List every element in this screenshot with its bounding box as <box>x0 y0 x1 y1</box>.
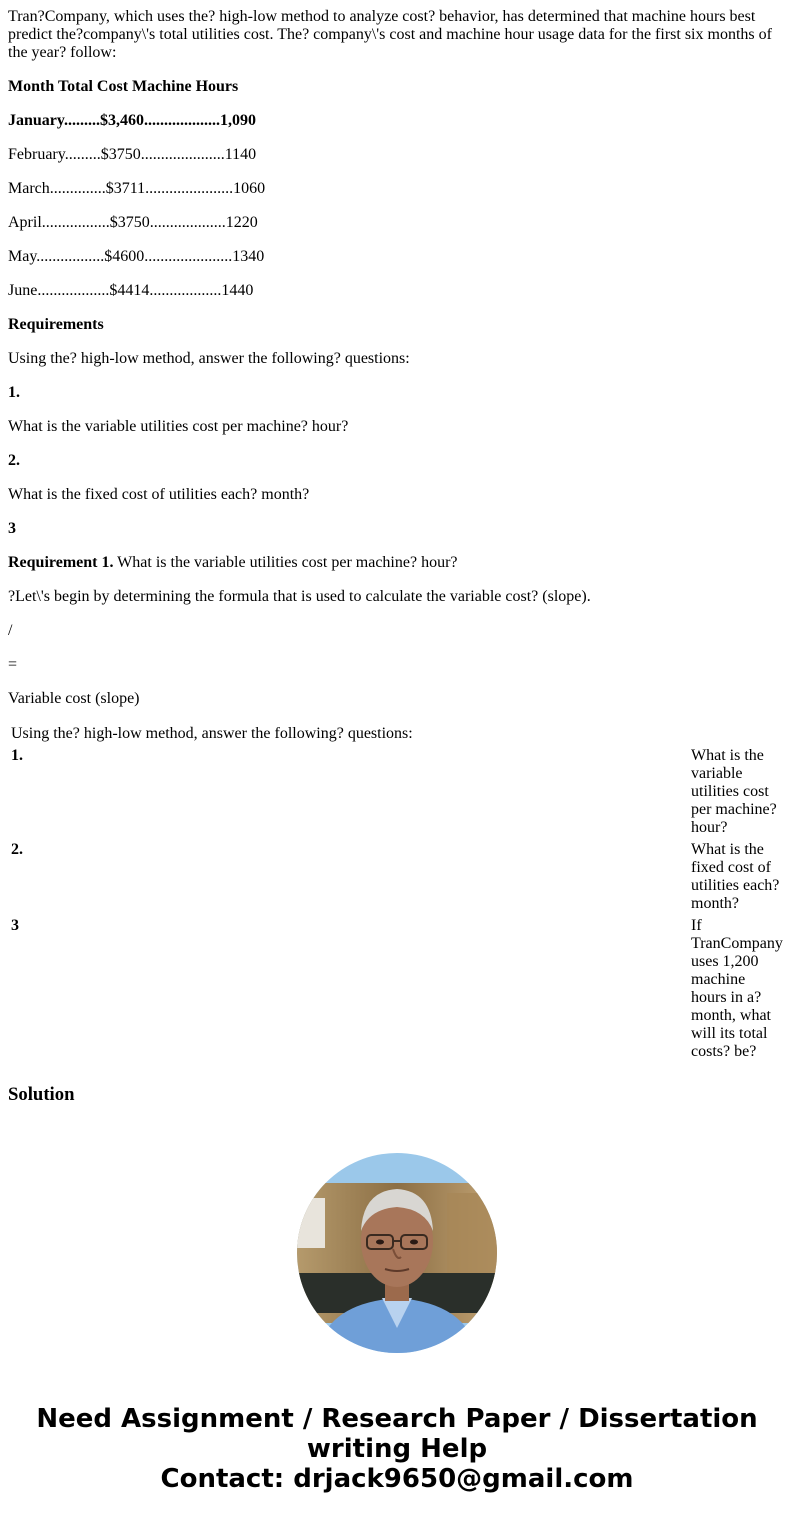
table-row <box>10 840 784 914</box>
variable-cost-label: Variable cost (slope) <box>8 690 140 707</box>
table-row <box>10 746 784 838</box>
requirements-heading: Requirements <box>8 316 104 333</box>
promo-line-2: writing Help <box>306 1434 488 1464</box>
instruction-text: Using the? high-low method, answer the following? questions: <box>8 350 410 367</box>
data-row-april: April.................$3750...................1220 <box>8 214 258 231</box>
formula-equals: = <box>8 656 18 673</box>
questions-table <box>8 722 786 1064</box>
table-question-number: 1. <box>11 747 23 764</box>
requirement-1-text: What is the variable utilities cost per machine? hour? <box>113 554 458 571</box>
question-2-number: 2. <box>8 452 20 469</box>
table-question-number: 2. <box>11 841 23 858</box>
question-1-text: What is the variable utilities cost per machine? hour? <box>8 418 349 435</box>
data-row-january: January.........$3,460...................1,090 <box>8 112 257 129</box>
table-question-text: If TranCompany uses 1,200 machine hours in a? month, what will its total costs? be? <box>691 917 783 1060</box>
data-table-header: Month Total Cost Machine Hours <box>8 78 239 95</box>
question-3-number: 3 <box>8 520 16 537</box>
promo-banner <box>0 1404 794 1494</box>
data-row-may: May.................$4600......................1340 <box>8 248 265 265</box>
formula-intro: ?Let\'s begin by determining the formula that is used to calculate the variable cost? (slope). <box>8 588 591 605</box>
table-row <box>10 916 784 1062</box>
table-question-text: What is the fixed cost of utilities each? month? <box>691 841 780 912</box>
questions-table-caption: Using the? high-low method, answer the following? questions: <box>11 725 413 742</box>
formula-slash: / <box>8 622 13 639</box>
data-row-june: June..................$4414..................1440 <box>8 282 254 299</box>
requirement-1-label: Requirement 1. <box>8 554 114 571</box>
question-1-number: 1. <box>8 384 20 401</box>
requirement-1 <box>8 554 786 572</box>
question-2-text: What is the fixed cost of utilities each? month? <box>8 486 310 503</box>
data-row-march: March..............$3711......................1060 <box>8 180 266 197</box>
author-avatar <box>297 1153 497 1353</box>
data-row-february: February.........$3750.....................1140 <box>8 146 257 163</box>
solution-heading: Solution <box>8 1084 75 1105</box>
table-question-text: What is the variable utilities cost per machine? hour? <box>691 747 777 836</box>
avatar-portrait-illustration <box>297 1153 497 1353</box>
promo-contact: Contact: drjack9650@gmail.com <box>160 1464 634 1494</box>
table-question-number: 3 <box>11 917 19 934</box>
problem-intro: Tran?Company, which uses the? high-low method to analyze cost? behavior, has determined that machine hours best predict the?company\'s total utilities cost. The? company\'s cost and machine hour usage data for the first six months of the year? follow: <box>8 8 772 61</box>
promo-line-1: Need Assignment / Research Paper / Dissertation <box>36 1404 758 1434</box>
